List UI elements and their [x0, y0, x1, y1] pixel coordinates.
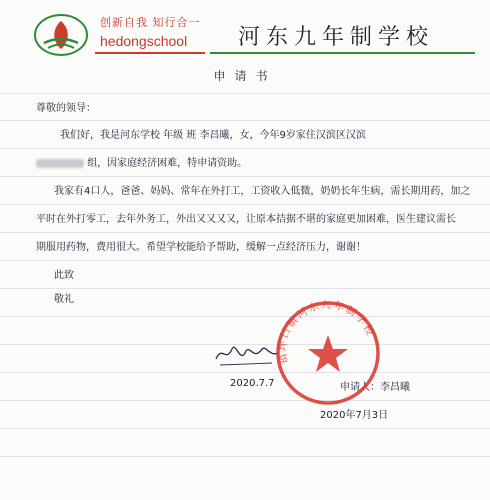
school-slogan: 创新自我 知行合一 — [100, 16, 201, 29]
ruled-line — [0, 288, 490, 289]
header-rule-red — [95, 52, 205, 54]
body-line-2-group — [36, 154, 247, 169]
closing: 此致 — [54, 270, 74, 281]
letter-date: 2020年7月3日 — [320, 410, 389, 421]
school-logo — [32, 13, 90, 57]
seal-text: 镇坪口镇河东九年制学校 — [277, 300, 376, 365]
applicant: 申请人：李昌曦 — [340, 382, 410, 393]
letter-title: 申请书 — [213, 69, 277, 83]
school-name: 河东九年制学校 — [238, 25, 435, 50]
ruled-line — [0, 260, 490, 261]
ruled-line — [0, 316, 490, 317]
regards: 敬礼 — [54, 294, 74, 305]
ruled-line — [0, 232, 490, 233]
ruled-line — [0, 148, 490, 149]
salutation: 尊敬的领导： — [36, 103, 96, 114]
ruled-line — [0, 120, 490, 121]
ruled-line — [0, 93, 490, 94]
official-seal — [272, 297, 384, 409]
header-rule-green — [210, 52, 475, 54]
body-line-4: 平时在外打零工，去年外务工，外出又又又又，让原本拮据不堪的家庭更加困难，医生建议需长 — [36, 214, 456, 225]
ruled-line — [0, 456, 490, 457]
school-brand: hedongschool — [100, 33, 188, 49]
redacted-text — [36, 159, 84, 168]
ruled-line — [0, 428, 490, 429]
ruled-line — [0, 372, 490, 373]
ruled-line — [0, 204, 490, 205]
body-line-3: 我家有4口人，爸爸、妈妈、常年在外打工，工资收入低微，奶奶长年生病，需长期用药，加之 — [54, 186, 471, 197]
ruled-line — [0, 400, 490, 401]
signature-date: 2020.7.7 — [230, 378, 275, 389]
body-line-1: 我们好，我是河东学校 年级 班 李昌曦，女，今年9岁家住汉滨区汉滨 — [60, 130, 366, 141]
body-line-5: 期服用药物，费用很大。希望学校能给予帮助，缓解一点经济压力，谢谢！ — [36, 242, 366, 253]
ruled-line — [0, 176, 490, 177]
body-line-2: 组，因家庭经济困难，特申请资助。 — [87, 158, 248, 169]
